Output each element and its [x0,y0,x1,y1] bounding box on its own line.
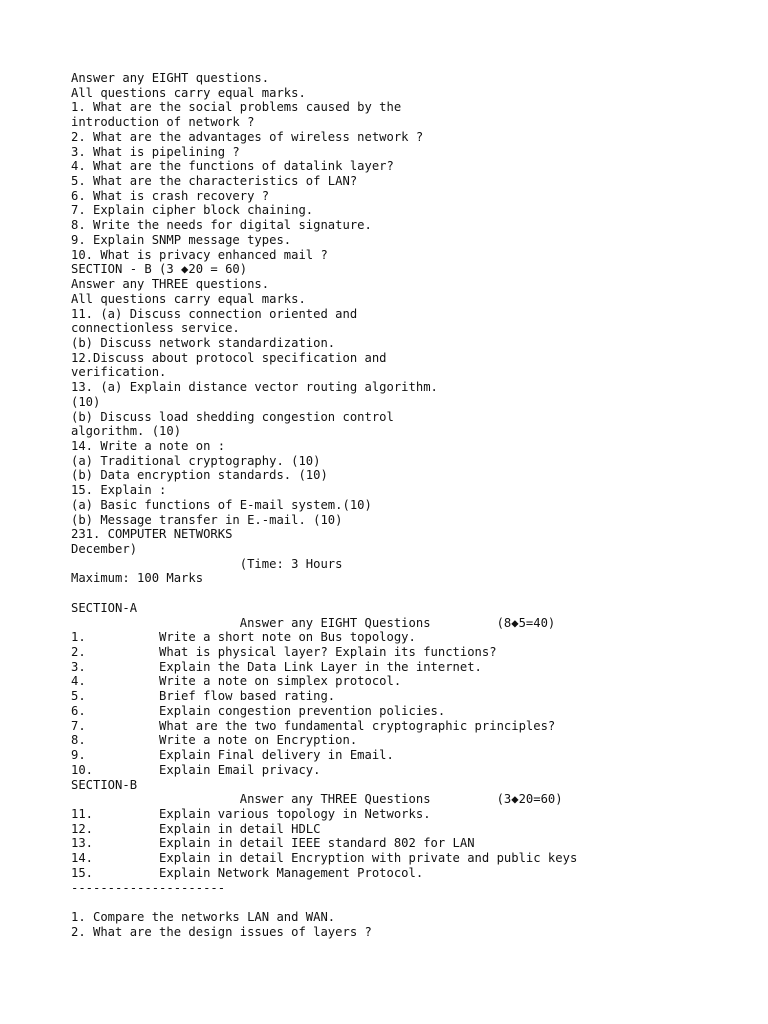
document-line: Answer any THREE Questions (3◆20=60) [71,792,563,807]
document-line: 231. COMPUTER NETWORKS [71,527,233,542]
document-line: 5. Brief flow based rating. [71,689,336,704]
document-line: SECTION-A [71,600,138,615]
document-line: (Time: 3 Hours [71,556,343,571]
document-line: 11. (a) Discuss connection oriented and [71,306,358,321]
document-line: 10. What is privacy enhanced mail ? [71,247,328,262]
document-line: 4. What are the functions of datalink layer? [71,159,394,174]
document-line: All questions carry equal marks. [71,291,306,306]
document-line: 14. Explain in detail Encryption with private and public keys [71,851,578,866]
document-line: (b) Discuss network standardization. [71,335,336,350]
document-line: SECTION-B [71,777,138,792]
document-line: algorithm. (10) [71,424,182,439]
document-line: 15. Explain Network Management Protocol. [71,865,424,880]
document-line: 10. Explain Email privacy. [71,762,321,777]
document-line: verification. [71,365,167,380]
document-line: 13. Explain in detail IEEE standard 802 for LAN [71,836,475,851]
document-line: (b) Message transfer in E.-mail. (10) [71,512,343,527]
document-line: 7. What are the two fundamental cryptographic principles? [71,718,556,733]
document-line: (10) [71,394,101,409]
document-line: 2. What are the design issues of layers ? [71,924,372,939]
document-line: 15. Explain : [71,483,167,498]
document-line: 1. What are the social problems caused by the [71,100,402,115]
document-line: 12. Explain in detail HDLC [71,821,321,836]
document-line: 8. Write a note on Encryption. [71,733,358,748]
document-line: 3. Explain the Data Link Layer in the internet. [71,659,482,674]
document-text [71,71,577,939]
document-line: Maximum: 100 Marks [71,571,204,586]
document-line: SECTION - B (3 ◆20 = 60) [71,262,248,277]
document-line: Answer any EIGHT questions. [71,71,270,85]
document-line: 6. What is crash recovery ? [71,188,270,203]
document-line: connectionless service. [71,321,240,336]
document-line: December) [71,542,138,556]
document-line: 14. Write a note on : [71,438,226,453]
document-line: 3. What is pipelining ? [71,144,240,159]
document-line: All questions carry equal marks. [71,85,306,100]
document-line: 1. Compare the networks LAN and WAN. [71,909,336,924]
document-line: introduction of network ? [71,115,255,130]
document-line: 7. Explain cipher block chaining. [71,203,314,218]
document-line: (a) Traditional cryptography. (10) [71,453,321,468]
document-line: 2. What is physical layer? Explain its functions? [71,645,497,660]
document-line: 8. Write the needs for digital signature. [71,218,372,233]
document-line: 6. Explain congestion prevention policies. [71,703,446,718]
document-line: (b) Discuss load shedding congestion control [71,409,394,424]
document-line: 1. Write a short note on Bus topology. [71,630,416,645]
document-line: 12.Discuss about protocol specification and [71,350,387,365]
document-line: 5. What are the characteristics of LAN? [71,174,358,189]
document-line: Answer any THREE questions. [71,277,270,292]
document-line: --------------------- [71,880,226,895]
document-line: 4. Write a note on simplex protocol. [71,674,402,689]
document-line: 2. What are the advantages of wireless network ? [71,129,424,144]
document-line: 11. Explain various topology in Networks. [71,806,431,821]
document-line: (b) Data encryption standards. (10) [71,468,328,483]
document-line: 13. (a) Explain distance vector routing algorithm. [71,380,438,395]
document-line [71,895,577,910]
document-line: Answer any EIGHT Questions (8◆5=40) [71,615,556,630]
document-line: 9. Explain Final delivery in Email. [71,748,394,763]
document-line: (a) Basic functions of E-mail system.(10) [71,497,372,512]
document-line [71,586,577,601]
document-line: 9. Explain SNMP message types. [71,232,292,247]
